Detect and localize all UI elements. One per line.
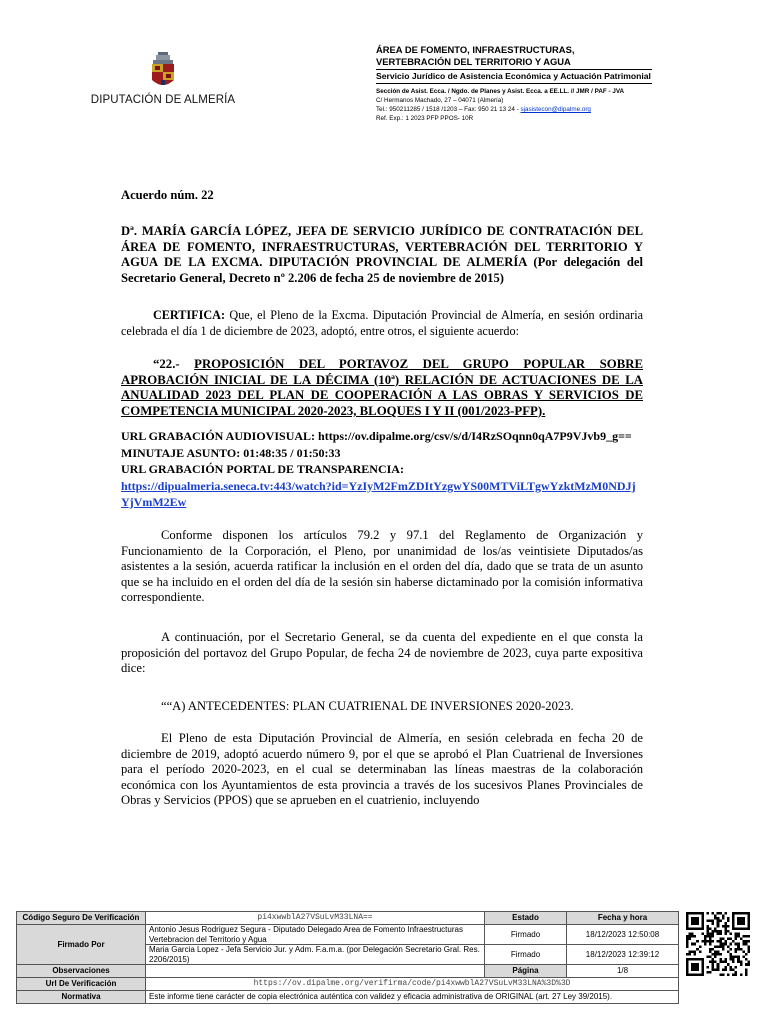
page-value: 1/8 [567,965,679,978]
regulation-text: Este informe tiene carácter de copia electrónica auténtica con validez y eficacia administrativa de ORIGINAL (art. 27 Ley 39/2015). [146,991,679,1004]
signer-2-status: Firmado [485,945,567,965]
certifies-paragraph [121,308,643,339]
item-heading [121,357,643,419]
audiovisual-url[interactable]: URL GRABACIÓN AUDIOVISUAL: https://ov.dipalme.org/csv/s/d/I4RzSOqnn0qA7P9VJvb9_g== [121,429,632,443]
portal-url-label: URL GRABACIÓN PORTAL DE TRANSPARENCIA: [121,462,404,476]
status-header: Estado [485,912,567,925]
coat-of-arms-icon [149,52,177,92]
signer-1-datetime: 18/12/2023 12:50:08 [567,925,679,945]
signer-1-status: Firmado [485,925,567,945]
certifies-label: CERTIFICA: [153,308,226,322]
verification-url-label: Url De Verificación [17,978,146,991]
signer-1: Antonio Jesus Rodriguez Segura - Diputado Delegado Area de Fomento Infraestructuras Vertebracion del Territorio y Agua [146,925,485,945]
qr-code-icon[interactable] [686,912,750,976]
address: C/ Hermanos Machado, 27 – 04071 (Almería) [376,97,504,104]
item-title: PROPOSICIÓN DEL PORTAVOZ DEL GRUPO POPULAR SOBRE APROBACIÓN INICIAL DE LA DÉCIMA (10ª) RELACIÓN DE ACTUACIONES DE LA ANUALIDAD 2023 DEL PLAN DE COOPERACIÓN A LAS OBRAS Y SERVICIOS DE COMPETENCIA MUNICIPAL 2020-2023, BLOQUES I Y II (001/2023-PFP). [121,357,644,418]
verification-url[interactable]: https://ov.dipalme.org/verifirma/code/pi4xwwblA27VSuLvM33LNA%3D%3D [146,978,679,991]
organization-name: DIPUTACIÓN DE ALMERÍA [90,94,236,106]
paragraph-2: A continuación, por el Secretario General, se da cuenta del expediente en el que consta la proposición del portavoz del Grupo Popular, de fecha 24 de noviembre de 2023, cuya parte expositiva dice: [121,630,643,676]
phones: Tel.: 950211285 / 1518 /1203 – Fax: 950 21 13 24 - [376,106,519,113]
section-name: Sección de Asist. Ecca. / Ngdo. de Planes y Asist. Ecca. a EE.LL. // JMR / PAF - JVA [376,88,625,95]
datetime-header: Fecha y hora [567,912,679,925]
department-header [376,44,652,123]
page-label: Página [485,965,567,978]
signatory-block [121,224,643,286]
email-link[interactable]: sjasistecon@dipalme.org [520,106,591,113]
item-number: “22.- [153,357,180,371]
signatory-name: Dª. MARÍA GARCÍA LÓPEZ, JEFA DE SERVICIO JURÍDICO DE CONTRATACIÓN DEL ÁREA DE FOMENTO, INFRAESTRUCTURAS, VERTEBRACIÓN DEL TERRITORIO Y AGUA DE LA EXCMA. DIPUTACIÓN PROVINCIAL DE ALMERÍA [121,224,643,270]
certifies-text: Que, el Pleno de la Excma. Diputación Provincial de Almería, en sesión ordinaria celebrada el día 1 de diciembre de 2023, adoptó, entre otros, el siguiente acuerdo: [121,308,643,338]
delegation-note: (Por delegación del Secretario General, Decreto nº 2.206 de fecha 25 de noviembre de 2015) [121,255,643,285]
contact-line [376,105,652,114]
portal-url-link[interactable]: https://dipualmeria.seneca.tv:443/watch?id=YzIyM2FmZDItYzgwYS00MTViLTgwYzktMzM0NDJjYjVmM2Ew [121,478,636,509]
section-heading-a: ““A) ANTECEDENTES: PLAN CUATRIENAL DE INVERSIONES 2020-2023. [161,699,574,713]
regulation-label: Normativa [17,991,146,1004]
recordings-block [121,428,643,511]
area-name: ÁREA DE FOMENTO, INFRAESTRUCTURAS, VERTEBRACIÓN DEL TERRITORIO Y AGUA [376,44,652,70]
paragraph-4: El Pleno de esta Diputación Provincial de Almería, en sesión celebrada en fecha 20 de diciembre de 2019, adoptó acuerdo número 9, por el que se aprobó el Plan Cuatrienal de Inversiones para el período 2020-2023, en el cual se determinaban las líneas maestras de la colaboración económica con los Ayuntamientos de esta provincia a través de los sucesivos Planes Provinciales de Obras y Servicios (PPOS) que se aprueben en el cuatrienio, incluyendo [121,731,643,808]
observations-label: Observaciones [17,965,146,978]
signer-2: Maria Garcia Lopez - Jefa Servicio Jur. y Adm. F.a.m.a. (por Delegación Secretario Gral. Res. 2206/2015) [146,945,485,965]
agreement-number: Acuerdo núm. 22 [121,188,214,202]
signer-2-datetime: 18/12/2023 12:39:12 [567,945,679,965]
csv-label: Código Seguro De Verificación [17,912,146,925]
csv-value: pi4xwwblA27VSuLvM33LNA== [146,912,485,925]
signed-by-label: Firmado Por [17,925,146,965]
file-reference: Ref. Exp.: 1 2023 PFP PPOS- 10R [376,115,474,122]
service-name: Servicio Jurídico de Asistencia Económica y Actuación Patrimonial [376,70,652,84]
minutes-timestamp: MINUTAJE ASUNTO: 01:48:35 / 01:50:33 [121,445,341,460]
observations-value [146,965,485,978]
logo [88,52,238,106]
signature-table [16,911,679,1004]
paragraph-1: Conforme disponen los artículos 79.2 y 97.1 del Reglamento de Organización y Funcionamiento de la Corporación, el Pleno, por unanimidad de los/as veintisiete Diputados/as asistentes a la sesión, acuerda ratificar la inclusión en el orden del día, dado que se trata de un asunto que se ha incluido en el orden del día de la sesión sin haberse dictaminado por la comisión informativa correspondiente. [121,528,643,605]
